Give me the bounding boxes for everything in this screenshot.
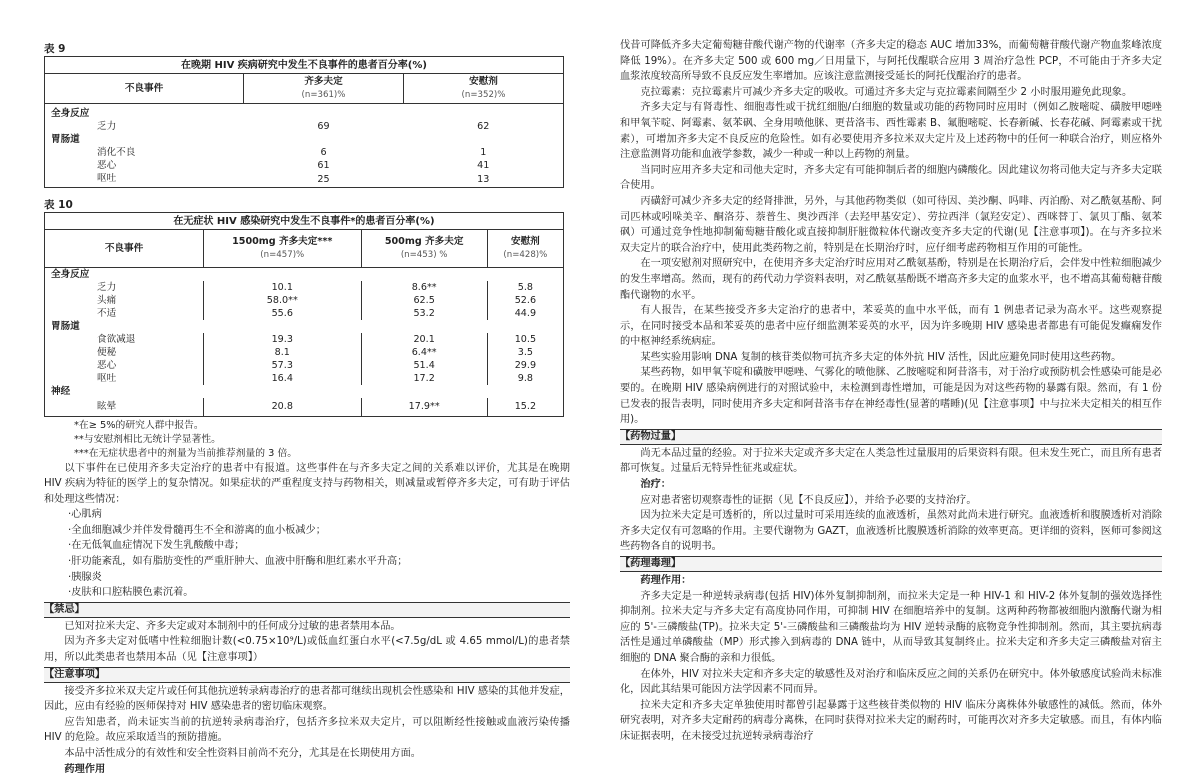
table10-note-3: ***在无症状患者中的剂量为当前推荐剂量的 3 倍。	[74, 447, 298, 459]
table-row: 头痛 58.0** 62.5 52.6	[45, 294, 564, 307]
table9-col-event: 不良事件	[45, 74, 244, 104]
overdose-heading: 【药物过量】	[620, 429, 1162, 445]
table-row: 胃肠道	[51, 321, 80, 332]
pharmacology-subheading: 药理作用：	[640, 575, 692, 586]
bullet-item: ·心肌病	[68, 509, 102, 521]
table10-col-500: 500mg 齐多夫定 (n=453) %	[361, 230, 487, 268]
table-row: 呕吐 25 13	[97, 173, 490, 185]
table-row: 呕吐 16.4 17.2 9.8	[45, 372, 564, 385]
treatment-paragraph: 应对患者密切观察毒性的证据（见【不良反应】），并给予必要的支持治疗。	[640, 494, 977, 506]
table9-label: 表 9	[44, 43, 66, 55]
adverse-events-paragraph: 以下事件在已使用齐多夫定治疗的患者中有报道。这些事件在与齐多夫定之间的关系难以评价，尤其是在晚期 HIV 疾病为特征的医学上的复杂情况。如果症状的严重程度支持与药物相关，则减量或暂停齐多夫定，可有助于评估和处理这些情况：	[44, 462, 570, 505]
table-row: 胃肠道	[51, 134, 80, 145]
bullet-item: ·胰腺炎	[68, 571, 102, 583]
interactions-paragraph: 有人报告，在某些接受齐多夫定治疗的患者中，苯妥英的血中水平低，而有 1 例患者记录为高水平。这些观察提示，在同时接受本品和苯妥英的患者中应仔细监测苯妥英的水平，因为许多晚期 HIV 感染患者都患有可能促发癫痫发作的中枢神经系统病症。	[620, 305, 1162, 348]
treatment-paragraph: 因为拉米夫定是可透析的，所以过量时可采用连续的血液透析，虽然对此尚未进行研究。血液透析和腹膜透析对消除齐多夫定仅有可忽略的作用。主要代谢物为 GAZT，血液透析比腹膜透析消除的效率更高。更详细的资料，医师可参阅这些药物各自的说明书。	[620, 510, 1162, 553]
interactions-paragraph: 克拉霉素：克拉霉素片可减少齐多夫定的吸收。可通过齐多夫定与克拉霉素间隔至少 2 小时服用避免此现象。	[640, 86, 1133, 98]
precautions-paragraph-3: 本品中活性成分的有效性和安全性资料目前尚不充分，尤其是在长期使用方面。	[64, 748, 421, 759]
contraindications-paragraph-2: 因为齐多夫定对低嗜中性粒细胞计数(<0.75×10⁹/L)或低血红蛋白水平(<7.5g/dL 或 4.65 mmol/L)的患者禁用，所以此类患者也禁用本品（见【注意事项】）	[44, 636, 570, 664]
interactions-paragraph: 丙磺舒可减少齐多夫定的经肾排泄，另外，与其他药物类似（如可待因、美沙酮、吗啡、丙泊酚、对乙酰氨基酚、阿司匹林或吲哚美辛、酮洛芬、萘普生、奥沙西泮（去羟甲基安定）、劳拉西泮（氯羟安定）、西咪替丁、氯贝丁酯、氨苯砜）可通过竞争性地抑制葡萄糖苷酸化或直接抑制肝脏微粒体代谢改变齐多夫定的代谢(见【注意事项】)。在与齐多拉米双夫定片的联合治疗中，使用此类药物之前，特别是在长期治疗时，应仔细考虑药物相互作用的可能性。	[620, 195, 1162, 254]
table9-caption: 在晚期 HIV 疾病研究中发生不良事件的患者百分率(%)	[45, 57, 564, 74]
table-row: 眩晕 20.8 17.9** 15.2	[45, 398, 564, 416]
table10-col-1500: 1500mg 齐多夫定*** (n=457)%	[204, 230, 362, 268]
precautions-paragraph-2: 应告知患者，尚未证实当前的抗逆转录病毒治疗，包括齐多拉米双夫定片，可以阻断经性接触或血液污染传播 HIV 的危险。故应采取适当的预防措施。	[44, 716, 570, 744]
overdose-paragraph: 尚无本品过量的经验。对于拉米夫定或齐多夫定在人类急性过量服用的后果资料有限。但未发生死亡，而且所有患者都可恢复。过量后无特异性征兆或症状。	[620, 447, 1162, 475]
right-column	[620, 38, 1162, 745]
table-row: 神经	[51, 386, 71, 397]
interactions-paragraph: 伐昔可降低齐多夫定葡萄糖苷酸代谢产物的代谢率（齐多夫定的稳态 AUC 增加33%，而葡萄糖苷酸代谢产物血浆峰浓度降低 19%）。在齐多夫定 500 或 600 mg／日用量下，与阿托伐醌联合应用 3 周治疗急性 PCP，不可能由于齐多夫定血浆浓度较高所导致不良反应发生率增加。应该注意监测接受延长的阿托伐醌治疗的患者。	[620, 40, 1162, 83]
table10-col-event: 不良事件	[45, 230, 204, 268]
table-row: 不适 55.6 53.2 44.9	[45, 307, 564, 320]
table10	[44, 212, 564, 417]
table-row: 乏力 69 62	[97, 121, 490, 132]
table10-label: 表 10	[44, 199, 73, 211]
bullet-item: ·在无低氧血症情况下发生乳酸酸中毒；	[68, 540, 245, 552]
left-column	[44, 0, 570, 777]
pharmacology-heading: 【药理毒理】	[620, 556, 1162, 572]
pharmacology-paragraph: 在体外，HIV 对拉米夫定和齐多夫定的敏感性及对治疗和临床反应之间的关系仍在研究中。体外敏感度试验尚未标准化，因此其结果可能因方法学因素不同而异。	[620, 668, 1162, 696]
table9-col-placebo: 安慰剂 (n=352)%	[404, 74, 564, 104]
bullet-item: ·全血细胞减少并伴发骨髓再生不全和游离的血小板减少；	[68, 524, 326, 536]
contraindications-heading: 【禁忌】	[44, 602, 570, 618]
table10-col-placebo: 安慰剂 (n=428)%	[487, 230, 563, 268]
table-row: 消化不良 6 1	[97, 147, 487, 158]
interactions-paragraph: 某些实验用影响 DNA 复制的核苷类似物可抗齐多夫定的体外抗 HIV 活性，因此应避免同时使用这些药物。	[640, 351, 1122, 363]
table10-note-1: *在≥ 5%的研究人群中报告。	[74, 419, 204, 431]
bullet-item: ·皮肤和口腔粘膜色素沉着。	[68, 587, 194, 599]
truncated-heading: 药理作用	[64, 763, 106, 775]
interactions-paragraph: 某些药物，如甲氧苄啶和磺胺甲噁唑、气雾化的喷他脒、乙胺嘧啶和阿昔洛韦，对于治疗或预防机会性感染可能是必要的。在晚期 HIV 感染病例进行的对照试验中，未检测到毒性增加，可能是因为对这些药物的暴露有限。然而，有 1 份已发表的报告表明，同时使用齐多夫定和阿昔洛韦存在神经毒性(显著的嗜睡)(见【注意事项】中与拉米夫定相关的相互作用)。	[620, 367, 1162, 426]
pharmacology-paragraph: 拉米夫定和齐多夫定单独使用时都曾引起暴露于这些核苷类似物的 HIV 临床分离株体外敏感性的减低。然而，体外研究表明，对齐多夫定耐药的病毒分离株，在同时获得对拉米夫定的耐药时，可能再次对齐多夫定敏感。而且，有体内临床证据表明，在未接受过抗逆转录病毒治疗	[620, 699, 1162, 742]
table-row: 全身反应	[51, 269, 90, 280]
interactions-paragraph: 当同时应用齐多夫定和司他夫定时，齐多夫定有可能抑制后者的细胞内磷酸化。因此建议勿将司他夫定与齐多夫定联合使用。	[620, 164, 1162, 192]
table9-col-zdv: 齐多夫定 (n=361)%	[244, 74, 404, 104]
pharmacology-paragraph: 齐多夫定是一种逆转录病毒(包括 HIV)体外复制抑制剂，而拉米夫定是一种 HIV-1 和 HIV-2 体外复制的强效选择性抑制剂。拉米夫定与齐多夫定有高度协同作用，可抑制 HIV 在细胞培养中的复制。这两种药物都被细胞内激酶代谢为相应的 5'-三磷酸盐(TP)。拉米夫定 5'-三磷酸盐和三磷酸盐均为 HIV 逆转录酶的底物竞争性抑制剂。然而，其主要抗病毒活性是通过单磷酸盐（MP）形式掺入到病毒的 DNA 链中，从而导致其复制终止。拉米夫定和齐多夫定三磷酸盐对宿主细胞的 DNA 聚合酶的亲和力很低。	[620, 590, 1162, 664]
table10-note-2: **与安慰剂相比无统计学显著性。	[74, 433, 221, 445]
table-row: 便秘 8.1 6.4** 3.5	[45, 346, 564, 359]
table-row: 全身反应	[51, 108, 90, 119]
precautions-heading: 【注意事项】	[44, 667, 570, 683]
interactions-paragraph: 齐多夫定与有肾毒性、细胞毒性或干扰红细胞/白细胞的数量或功能的药物同时应用时（例如乙胺嘧啶、磺胺甲噁唑和甲氧苄啶、阿霉素、氨苯砜、全身用喷他脒、更昔洛韦、西性霉素 B、氟胞嘧啶、长春新碱、长春花碱、阿霉素或干扰素），可增加齐多夫定不良反应的危险性。如有必要使用齐多拉米双夫定片及上述药物中的任何一种联合治疗，则应格外注意监测肾功能和血液学参数，减少一种或一种以上药物的剂量。	[620, 102, 1162, 161]
table10-caption: 在无症状 HIV 感染研究中发生不良事件*的患者百分率(%)	[45, 213, 564, 230]
treatment-heading: 治疗：	[640, 479, 671, 491]
table-row: 乏力 10.1 8.6** 5.8	[45, 281, 564, 294]
table-row: 恶心 57.3 51.4 29.9	[45, 359, 564, 372]
contraindications-paragraph-1: 已知对拉米夫定、齐多夫定或对本制剂中的任何成分过敏的患者禁用本品。	[64, 620, 401, 632]
table-row: 恶心 61 41	[97, 160, 490, 171]
table-row: 食欲减退 19.3 20.1 10.5	[45, 333, 564, 346]
bullet-item: ·肝功能紊乱，如有脂肪变性的严重肝肿大、血液中肝酶和胆红素水平升高；	[68, 556, 408, 568]
interactions-paragraph: 在一项安慰剂对照研究中，在使用齐多夫定治疗时应用对乙酰氨基酚，特别是在长期治疗后，会伴发中性粒细胞减少的发生率增高。然而，现有的药代动力学资料表明，对乙酰氨基酚既不增高齐多夫定的血浆水平，也不增高其葡萄糖苷酸酯代谢物的水平。	[620, 258, 1162, 301]
precautions-paragraph-1: 接受齐多拉米双夫定片或任何其他抗逆转录病毒治疗的患者都可继续出现机会性感染和 HIV 感染的其他并发症，因此，应由有经验的医师保持对 HIV 感染患者的密切临床观察。	[44, 685, 570, 713]
table9	[44, 56, 564, 188]
